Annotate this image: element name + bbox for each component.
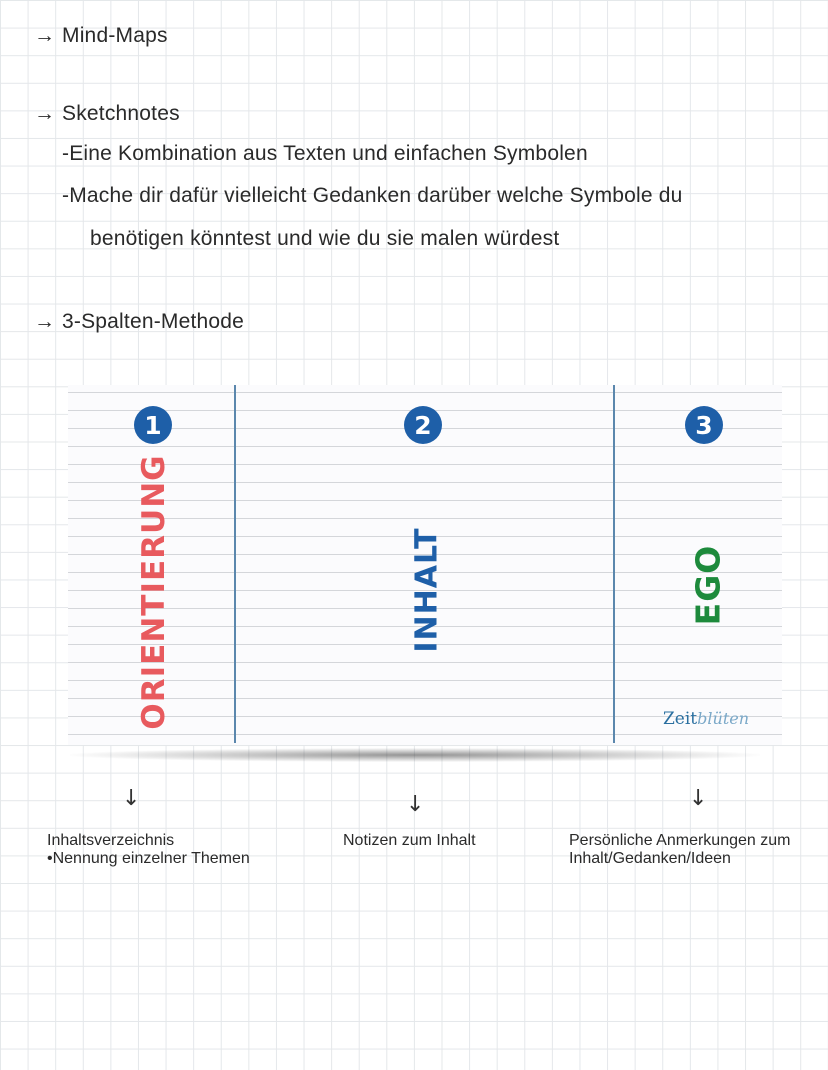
number-badge-2: 2 [404,406,442,444]
note-col3-line1: Persönliche Anmerkungen zum [569,832,791,849]
sketchnotes-heading [34,102,180,126]
arrow-down-icon: ↓ [689,786,708,811]
sketchnotes-bullet-2-cont: benötigen könntest und wie du sie malen würdest [90,227,560,250]
three-columns-title: 3-Spalten-Methode [62,310,245,333]
arrow-down-icon: ↓ [122,786,141,811]
word-orientierung: ORIENTIERUNG [136,454,172,730]
number-badge-1: 1 [134,406,172,444]
note-col2-line1: Notizen zum Inhalt [343,832,476,849]
brand-sub: blüten [697,709,750,728]
note-col1-line2: •Nennung einzelner Themen [47,850,250,867]
mindmaps-title: Mind-Maps [62,24,168,47]
sketchnotes-bullet-2: -Mache dir dafür vielleicht Gedanken darüber welche Symbole du [62,184,683,207]
note-col3-line2: Inhalt/Gedanken/Ideen [569,850,731,867]
note-col2 [343,832,476,850]
note-col1 [47,832,250,868]
brand-logo [663,709,749,729]
column-divider [234,385,236,743]
note-col3 [569,832,790,868]
arrow-down-icon: ↓ [406,792,425,817]
mindmaps-heading [34,24,168,48]
column-divider [613,385,615,743]
note-col1-line1: Inhaltsverzeichnis [47,832,175,849]
arrow-right-icon: → [34,24,56,47]
figure-shadow [70,748,760,762]
three-column-figure [68,385,782,745]
sketchnotes-title: Sketchnotes [62,102,180,125]
three-columns-heading [34,310,244,334]
arrow-right-icon: → [34,310,56,333]
word-inhalt: INHALT [409,527,445,653]
arrow-right-icon: → [34,102,56,125]
word-ego: EGO [688,544,728,626]
sketchnotes-bullet-1: -Eine Kombination aus Texten und einfachen Symbolen [62,142,588,165]
brand-main: Zeit [663,709,698,729]
number-badge-3: 3 [685,406,723,444]
